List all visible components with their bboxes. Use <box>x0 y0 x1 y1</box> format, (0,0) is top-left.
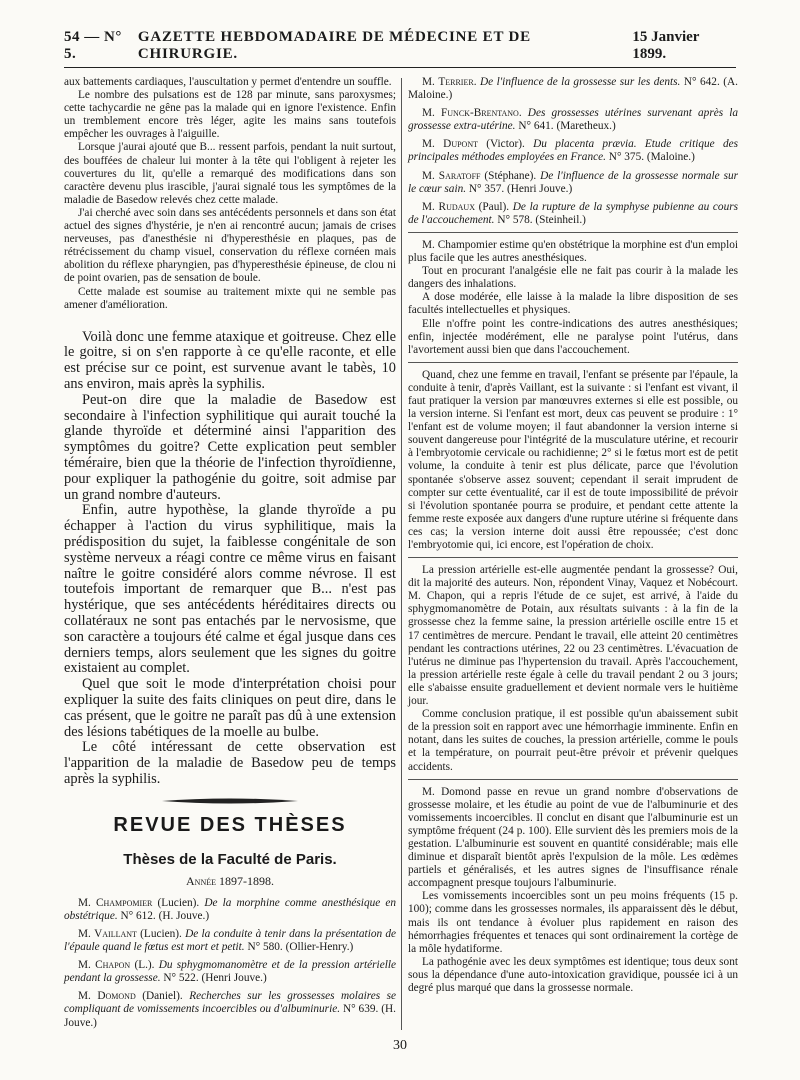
thesis-entry: M. Dupont (Victor). Du placenta prævia. Etude critique des principales méthodes employées en France. N° 375. (Maloine.) <box>408 138 739 164</box>
thesis-entry: M. Champomier (Lucien). De la morphine comme anesthésique en obstétrique. N° 612. (H. Jouve.) <box>64 896 397 922</box>
summary-vaillant <box>408 369 738 552</box>
paragraph: M. Champomier estime qu'en obstétrique la morphine est d'un emploi plus facile que les autres anesthésiques. <box>408 238 738 265</box>
observation-small-text <box>64 76 396 312</box>
paragraph: A dose modérée, elle laisse à la malade la libre disposition de ses facultés intellectuelles et physiques. <box>408 291 738 317</box>
summary-domond <box>408 786 738 996</box>
section-title: REVUE DES THÈSES <box>113 813 347 836</box>
thesis-entry: M. Saratoff (Stéphane). De l'influence de la grossesse normale sur le cœur sain. N° 357. (Henri Jouve.) <box>408 169 739 195</box>
paragraph: Cette malade est soumise au traitement mixte qui ne semble pas amener d'amélioration. <box>64 285 396 311</box>
paragraph: Peut-on dire que la maladie de Basedow est secondaire à l'infection syphilitique qui aurait touché la glande thyroïde et déterminé ainsi l'apparition des symptômes du goitre? Cette explication peut sembler téméraire, bien que la théorie de l'infection thyroïdienne, pour expliquer la pathogénie du goitre, soit admise par un grand nombre d'auteurs. <box>64 391 396 503</box>
summary-champomier <box>408 239 738 357</box>
column-divider <box>401 78 402 1030</box>
summary-chapon <box>408 564 738 774</box>
paragraph: Le nombre des pulsations est de 128 par minute, sans paroxysmes; cette tachycardie ne gêne pas la malade qui en ignore l'existence. Enfin un tremblement encore très léger, agite les mains sans toutefois empêcher les ouvrages à l'aiguille. <box>64 89 396 141</box>
commentary-large-text <box>64 330 396 788</box>
section-rule <box>408 362 738 363</box>
right-column <box>408 76 738 995</box>
paragraph: Voilà donc une femme ataxique et goitreuse. Chez elle le goitre, si on s'en rapporte à ce qu'elle raconte, et elle est précise sur ce point, est survenue avant le tabès, 10 ans environ, mais après la syphilis. <box>64 328 396 393</box>
paragraph: Lorsque j'aurai ajouté que B... ressent parfois, pendant la nuit surtout, des bouffées de chaleur lui monter à la tête qui l'obligent à rejeter les couvertures du lit, qu'elle a remarqué des modifications dans son caractère devenu plus irascible, j'aurai signalé tous les symptômes de la maladie de Basedow relevés chez cette malade. <box>64 141 396 206</box>
paragraph: J'ai cherché avec soin dans ses antécédents personnels et dans son état actuel des signes d'hystérie, je n'en ai rencontré aucun; jamais de crises nerveuses, pas d'anesthésie ni d'hyperesthésie en plaques, pas de rétrécissement du champ visuel, conservation du réflexe cornéen mais abolition du réflexe pharyngien, pas d'hyperesthésie épineuse, de clou ni de point ovarien, pas de sensation de boule. <box>64 206 396 285</box>
academic-year: Année 1897-1898. <box>186 873 274 888</box>
thesis-entry: M. Vaillant (Lucien). De la conduite à tenir dans la présentation de l'épaule quand le fœtus est mort et petit. N° 580. (Ollier-Henry.) <box>64 927 397 954</box>
paragraph: Enfin, autre hypothèse, la glande thyroïde a pu échapper à l'action du virus syphilitique, mais la prédisposition du sujet, la faiblesse congénitale de son système nerveux a réagi contre ce même virus en faisant naître le goitre considéré alors comme névrose. Il est toutefois important de remarquer que B... n'est pas hystérique, que ses antécédents héréditaires directs ou collatéraux ne sont pas entachés par le nervosisme, que son caractère a toujours été calme et égal jusque dans ces derniers temps, alors seulement que les signes du goitre existaient au complet. <box>64 502 396 677</box>
paragraph: aux battements cardiaques, l'auscultation y permet d'entendre un souffle. <box>64 76 392 88</box>
page-issue: 54 — N° 5. <box>64 29 122 62</box>
paragraph: Elle n'offre point les contre-indications des autres anesthésiques; enfin, injectée modérément, elle ne paralyse point l'utérus, dans l'avortement aussi bien que dans l'accouchement. <box>408 317 738 356</box>
thesis-entry: M. Rudaux (Paul). De la rupture de la symphyse pubienne au cours de l'accouchement. N° 578. (Steinheil.) <box>408 200 739 226</box>
paragraph: M. Domond passe en revue un grand nombre d'observations de grossesse molaire, et les étudie au point de vue de l'albuminurie et des vomissements incoercibles. Il conclut en disant que l'albuminurie est un symptôme fréquent (24 p. 100). Elle survient dès les premiers mois de la gestation. L'albuminurie est souvent en quantité considérable; mais elle diminue et disparaît bientôt après l'expulsion de la môle. Les œdèmes partiels et généralisés, et les autres signes de l'insuffisance rénale accompagnent presque toujours l'albuminurie. <box>408 785 738 890</box>
paragraph: Quel que soit le mode d'interprétation choisi pour expliquer la suite des faits cliniques on peut dire, dans le cas présent, que le goitre ne paraît pas dû à une extension des lésions tabétiques de la moelle au bulbe. <box>64 676 396 740</box>
page-number: 30 <box>393 1038 407 1053</box>
thesis-entry: M. Domond (Daniel). Recherches sur les grossesses molaires se compliquant de vomissements incoercibles ou d'albuminurie. N° 639. (H. Jouve.) <box>64 990 397 1029</box>
paragraph: La pression artérielle est-elle augmentée pendant la grossesse? Oui, dit la majorité des auteurs. Non, répondent Vinay, Vaquez et Nobécourt. M. Chapon, qui a repris l'étude de ce sujet, est arrivé, à l'aide du sphygmomanomètre de Potain, aux résultats suivants : à la fin de la grossesse chez la femme saine, la pression artérielle oscille entre 15 et 17 centimètres de mercure. Pendant le travail, elle atteint 20 centimètres pendant les contractions utérines, 22 ou 23 centimètres. L'évacuation de l'utérus ne diminue pas l'hypertension du travail. Après l'accouchement, la pression artérielle reste égale à celle du travail pendant 2 ou 3 jours; elle s'abaisse ensuite graduellement et devient normale vers le huitième jour. <box>408 564 738 708</box>
journal-title: GAZETTE HEBDOMADAIRE DE MÉDECINE ET DE CHIRURGIE. <box>137 29 531 62</box>
paragraph: Tout en procurant l'analgésie elle ne fait pas courir à la malade les dangers des inhalations. <box>408 265 738 291</box>
issue-date: 15 Janvier 1899. <box>632 29 700 62</box>
ornament-rule-icon <box>160 796 300 806</box>
thesis-entry: M. Funck-Brentano. Des grossesses utérines survenant après la grossesse extra-utérine. N° 641. (Maretheux.) <box>408 107 739 133</box>
paragraph: Le côté intéressant de cette observation est l'apparition de la maladie de Basedow peu de temps après la syphilis. <box>64 739 396 787</box>
paragraph: La pathogénie avec les deux symptômes est identique; tous deux sont sous la dépendance d'une auto-intoxication gravidique, poussée ici à un degré plus marqué que dans la grossesse normale. <box>408 955 738 994</box>
thesis-entry: M. Chapon (L.). Du sphygmomanomètre et de la pression artérielle pendant la grossesse. N° 522. (Henri Jouve.) <box>64 959 397 985</box>
paragraph: Comme conclusion pratique, il est possible qu'un abaissement subit de la pression soit en rapport avec une hémorrhagie imminente. Enfin en notant, dans les suites de couches, la pression artérielle, comme le pouls et la température, on pourrait peut-être prévoir et prévenir quelques accidents. <box>408 708 738 773</box>
section-rule <box>408 557 738 558</box>
paragraph: Quand, chez une femme en travail, l'enfant se présente par l'épaule, la conduite à tenir, d'après Vaillant, est la suivante : si l'enfant est vivant, il faut pratiquer la version par manœuvres externes si elle est possible, ou la version interne. Si l'enfant est mort, deux cas peuvent se produire : 1° l'enfant est de volume moyen; il faut abandonner la version interne si souvent dangereuse pour l'intégrité de la musculature utérine, et recourir à l'embryotomie cervicale ou rachidienne; 2° si le fœtus mort est de petit volume, la conduite à tenir est plus délicate, parce que l'évolution spontanée s'observe assez souvent; cependant il serait imprudent de compter sur cette éventualité, car il est de toute impossibilité de prévoir si l'évolution spontanée pourra se produire, et pendant cette attente la femme reste exposée aux dangers d'une rupture utérine si fréquente dans ces cas; la version interne doit aussi être repoussée; c'est donc l'embryotomie qui, ici encore, est l'opération de choix. <box>408 368 738 551</box>
thesis-entry: M. Terrier. De l'influence de la grossesse sur les dents. N° 642. (A. Maloine.) <box>408 76 738 102</box>
section-subtitle: Thèses de la Faculté de Paris. <box>123 850 337 868</box>
section-rule <box>408 779 738 780</box>
running-header <box>64 29 736 68</box>
paragraph: Les vomissements incoercibles sont un peu moins fréquents (15 p. 100); comme dans les grossesses normales, ils apparaissent dès le début, mais ils ont tendance à évoluer plus rapidement en raison des hémorrhagies fréquentes et tenaces qui sont ordinairement la cortège de la môle hydatiforme. <box>408 890 738 955</box>
left-column <box>64 76 396 1035</box>
section-rule <box>408 232 738 233</box>
